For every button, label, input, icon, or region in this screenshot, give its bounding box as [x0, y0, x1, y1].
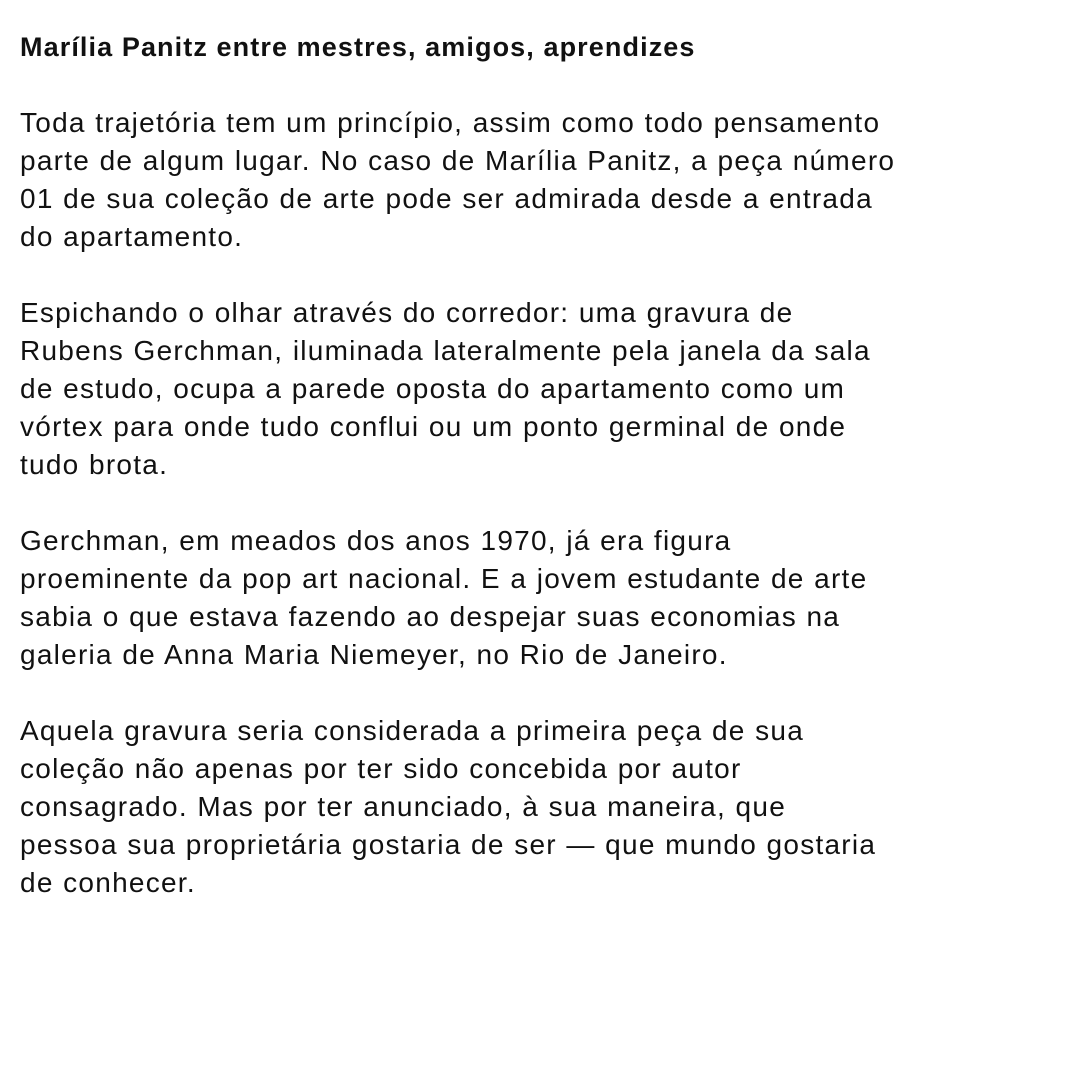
paragraph-line: 01 de sua coleção de arte pode ser admirada desde a entrada [20, 183, 873, 214]
paragraph-line: do apartamento. [20, 221, 244, 252]
paragraph-line: galeria de Anna Maria Niemeyer, no Rio de Janeiro. [20, 639, 728, 670]
paragraph-line: coleção não apenas por ter sido concebida por autor [20, 753, 742, 784]
paragraph-line: Rubens Gerchman, iluminada lateralmente pela janela da sala [20, 335, 871, 366]
paragraph-1 [20, 104, 1072, 256]
paragraph-line: vórtex para onde tudo conflui ou um ponto germinal de onde [20, 411, 847, 442]
paragraph-line: parte de algum lugar. No caso de Marília Panitz, a peça número [20, 145, 896, 176]
document-title: Marília Panitz entre mestres, amigos, aprendizes [20, 32, 696, 62]
paragraph-line: proeminente da pop art nacional. E a jovem estudante de arte [20, 563, 868, 594]
paragraph-2 [20, 294, 1072, 484]
paragraph-line: Gerchman, em meados dos anos 1970, já era figura [20, 525, 732, 556]
paragraph-line: Aquela gravura seria considerada a primeira peça de sua [20, 715, 805, 746]
paragraph-line: pessoa sua proprietária gostaria de ser — que mundo gostaria [20, 829, 877, 860]
paragraph-3 [20, 522, 1072, 674]
paragraph-line: tudo brota. [20, 449, 169, 480]
paragraph-line: consagrado. Mas por ter anunciado, à sua maneira, que [20, 791, 787, 822]
paragraph-line: de estudo, ocupa a parede oposta do apartamento como um [20, 373, 846, 404]
paragraph-line: Espichando o olhar através do corredor: uma gravura de [20, 297, 794, 328]
paragraph-line: Toda trajetória tem um princípio, assim como todo pensamento [20, 107, 881, 138]
document-body [20, 28, 1072, 902]
paragraph-4 [20, 712, 1072, 902]
paragraph-line: sabia o que estava fazendo ao despejar suas economias na [20, 601, 841, 632]
paragraph-line: de conhecer. [20, 867, 196, 898]
